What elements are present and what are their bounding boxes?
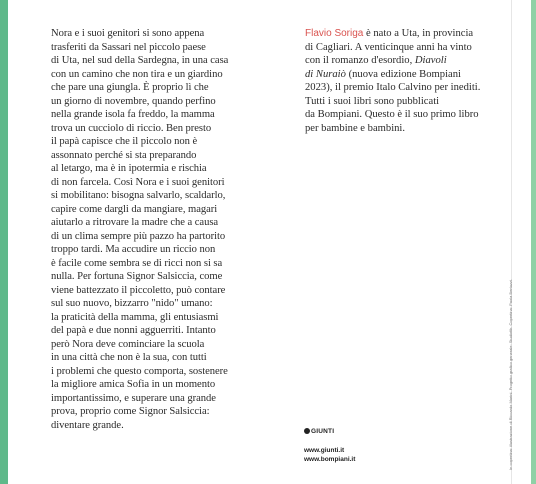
synopsis-line: al letargo, ma è in ipotermia e rischia <box>51 163 207 174</box>
synopsis-line: del papà e due nonni agguerriti. Intanto <box>51 325 216 336</box>
right-color-strip <box>531 0 536 484</box>
bio-line: per bambine e bambini. <box>305 122 406 134</box>
synopsis-line: in una città che non è la sua, con tutti <box>51 352 207 363</box>
synopsis-line: è facile come sembra se di ricci non si sa <box>51 257 223 269</box>
synopsis-line: nella grande isola fa freddo, la mamma <box>51 109 215 120</box>
publisher-logo-text: GIUNTI <box>311 428 335 435</box>
bio-line: 2023), il premio Italo Calvino per inediti. <box>305 82 481 93</box>
synopsis-line: capire come dargli da mangiare, magari <box>51 203 218 215</box>
synopsis-line: il papà capisce che il piccolo non è <box>51 136 198 147</box>
synopsis-line: trasferiti da Sassari nel piccolo paese <box>51 41 206 53</box>
synopsis-text <box>51 27 281 432</box>
synopsis-line: di non farcela. Così Nora e i suoi genitori <box>51 176 225 188</box>
synopsis-line: la migliore amica Sofia in un momento <box>51 379 216 390</box>
synopsis-line: assonnato perché si sta preparando <box>51 149 197 161</box>
author-name: Flavio Soriga <box>305 28 364 39</box>
synopsis-line: i problemi che questo comporta, sostenere <box>51 365 228 377</box>
bio-line: di Nuraiò (nuova edizione Bompiani <box>305 68 461 80</box>
bio-line: con il romanzo d'esordio, Diavoli <box>305 55 447 66</box>
bio-line: da Bompiani. Questo è il suo primo libro <box>305 109 479 120</box>
publisher-logo <box>304 428 334 435</box>
novel-title: di Nuraiò <box>305 68 346 80</box>
synopsis-line: che pare una giungla. È proprio lì che <box>51 82 209 93</box>
synopsis-line: aiutarlo a ritrovare la madre che a causa <box>51 217 219 228</box>
left-color-strip <box>0 0 8 484</box>
novel-title: Diavoli <box>414 55 447 66</box>
synopsis-line: prova, proprio come Signor Salsiccia: <box>51 406 210 417</box>
synopsis-line: diventare grande. <box>51 419 124 431</box>
bio-line: Tutti i suoi libri sono pubblicati <box>305 95 440 107</box>
synopsis-line: con un camino che non tira e un giardino <box>51 68 223 80</box>
publisher-urls <box>304 446 355 464</box>
synopsis-line: troppo tardi. Ma accudire un riccio non <box>51 244 216 255</box>
synopsis-line: sul suo nuovo, bizzarro "nido" umano: <box>51 298 213 309</box>
cover-credits <box>508 279 528 470</box>
synopsis-line: trova un cucciolo di riccio. Ben presto <box>51 122 212 134</box>
author-bio <box>305 27 520 135</box>
synopsis-line: di un clima sempre più pazzo ha partorito <box>51 230 226 242</box>
synopsis-line: importantissimo, e superare una grande <box>51 392 216 404</box>
synopsis-line: la praticità della mamma, gli entusiasmi <box>51 311 219 323</box>
bio-line: è nato a Uta, in provincia <box>363 28 474 39</box>
synopsis-line: di Uta, nel sud della Sardegna, in una casa <box>51 55 229 66</box>
giunti-logo-icon <box>304 428 310 434</box>
synopsis-line: viene battezzato il piccoletto, può contare <box>51 284 226 296</box>
synopsis-line: Nora e i suoi genitori si sono appena <box>51 28 205 39</box>
synopsis-line: si mobilitano: bisogna salvarlo, scaldarlo, <box>51 190 226 201</box>
synopsis-line: nulla. Per fortuna Signor Salsiccia, come <box>51 271 223 282</box>
url-link[interactable]: www.bompiani.it <box>304 456 356 463</box>
synopsis-line: un giorno di novembre, quando perfino <box>51 95 216 107</box>
synopsis-line: però Nora deve cominciare la scuola <box>51 338 205 350</box>
bio-line: di Cagliari. A venticinque anni ha vinto <box>305 41 472 53</box>
credits-text: In copertina: illustrazione di Riccardo Marini. Progetto grafico generale: Studiofib. Copertina: Paola Bertuzzi. <box>508 279 513 470</box>
url-link[interactable]: www.giunti.it <box>304 447 345 454</box>
